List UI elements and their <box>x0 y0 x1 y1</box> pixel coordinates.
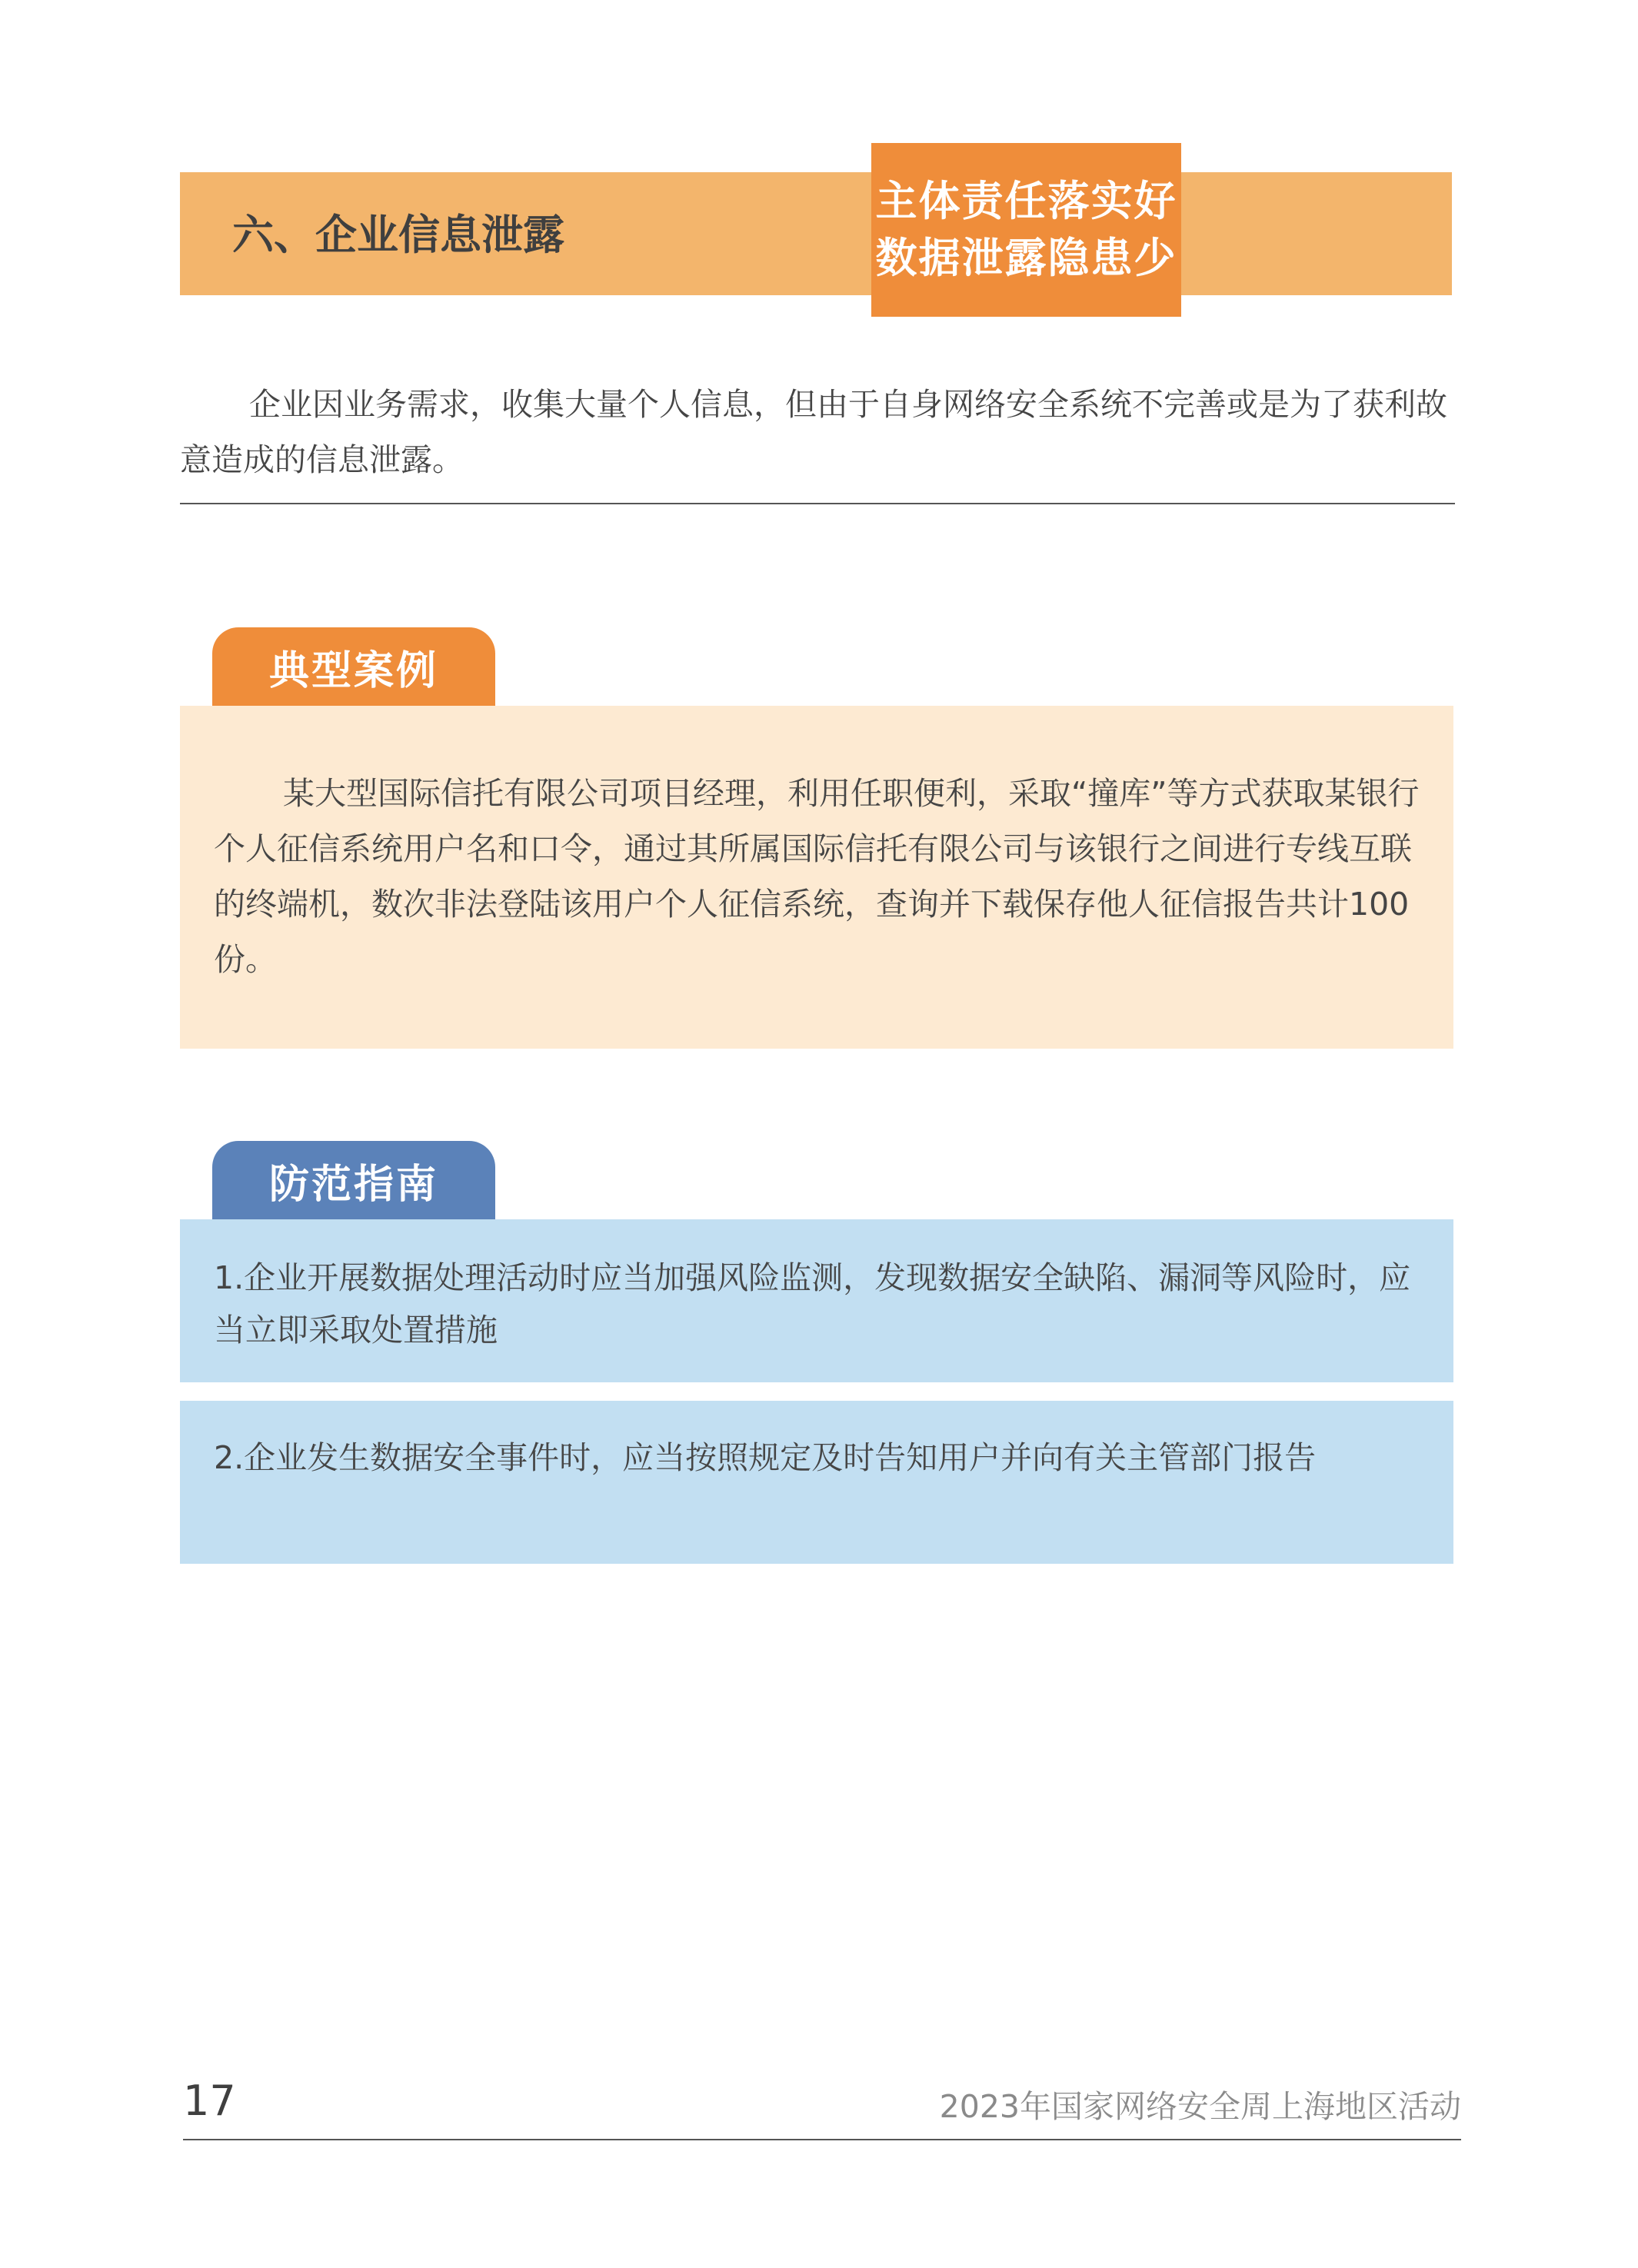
intro-paragraph: 企业因业务需求，收集大量个人信息，但由于自身网络安全系统不完善或是为了获利故意造成的信息泄露。 <box>180 386 1447 478</box>
footer-divider <box>183 2139 1461 2140</box>
page-number: 17 <box>183 2077 236 2125</box>
divider <box>180 503 1455 504</box>
guide-item: 1.企业开展数据处理活动时应当加强风险监测，发现数据安全缺陷、漏洞等风险时，应当立即采取处置措施 <box>214 1259 1411 1348</box>
guide-item: 2.企业发生数据安全事件时，应当按照规定及时告知用户并向有关主管部门报告 <box>214 1439 1317 1476</box>
case-paragraph: 某大型国际信托有限公司项目经理，利用任职便利，采取“撞库”等方式获取某银行个人征信系统用户名和口令，通过其所属国际信托有限公司与该银行之间进行专线互联的终端机，数次非法登陆该用户个人征信系统，查询并下载保存他人征信报告共计100份。 <box>214 775 1420 978</box>
slogan-line-1: 主体责任落实好 <box>875 177 1177 225</box>
slogan-line-2: 数据泄露隐患少 <box>875 234 1177 282</box>
section-title: 六、企业信息泄露 <box>232 211 564 259</box>
slogan-box <box>871 143 1181 317</box>
footer-text: 2023年国家网络安全周上海地区活动 <box>939 2088 1461 2125</box>
guide-tab: 防范指南 <box>212 1141 495 1219</box>
case-tab: 典型案例 <box>212 627 495 706</box>
